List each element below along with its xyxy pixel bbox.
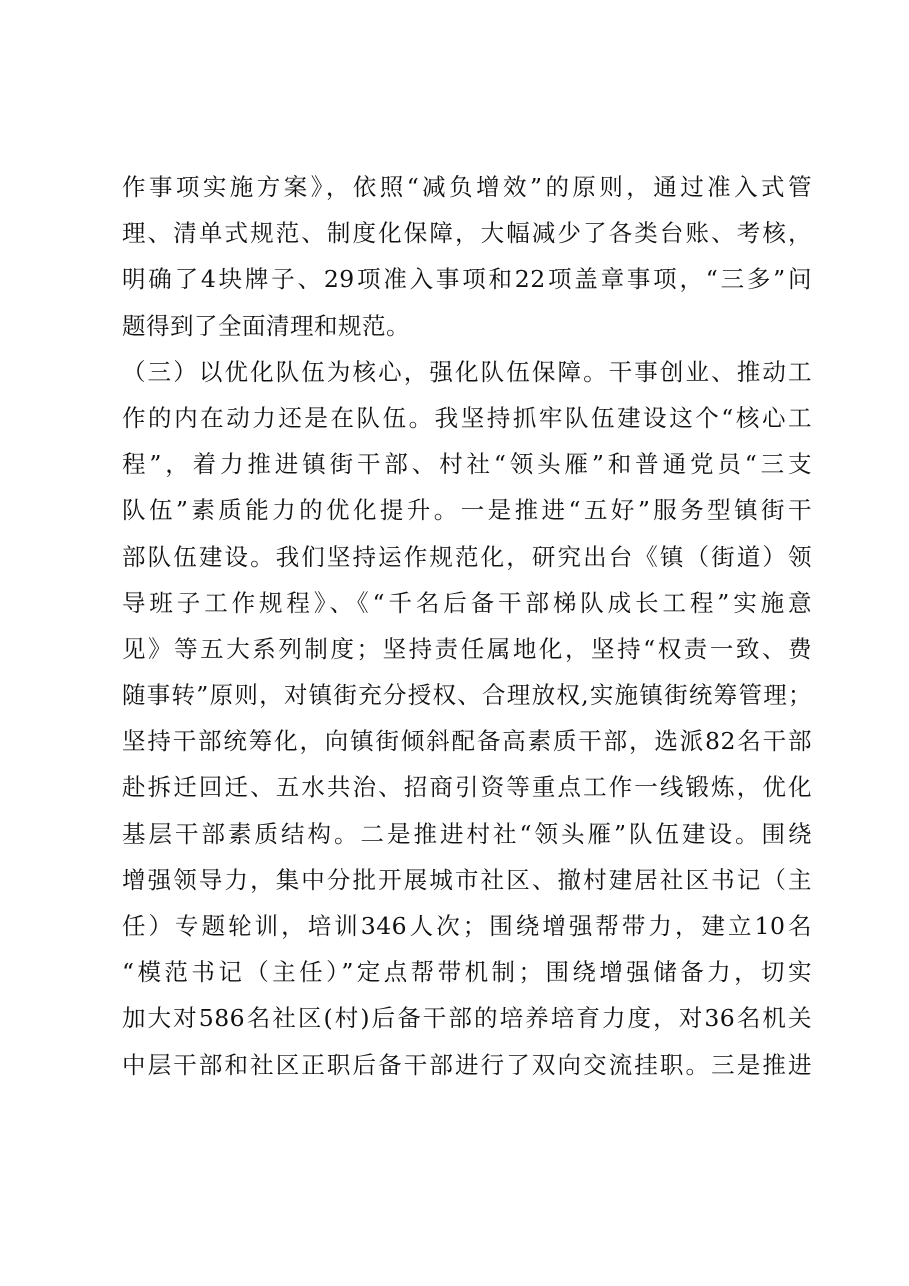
text-line-15: 基层干部素质结构。二是推进村社“领头雁”队伍建设。围绕 <box>122 819 812 848</box>
text-line-4: 题得到了全面清理和规范。 <box>122 311 410 340</box>
text-line-5: （三）以优化队伍为核心，强化队伍保障。干事创业、推动工 <box>122 357 812 386</box>
text-line-1: 作事项实施方案》，依照“减负增效”的原则，通过准入式管 <box>122 173 812 201</box>
text-line-10: 导班子工作规程》、《“千名后备干部梯队成长工程”实施意 <box>122 588 812 617</box>
text-line-18: “模范书记（主任）”定点帮带机制；围绕增强储备力，切实 <box>122 958 812 987</box>
text-line-11: 见》等五大系列制度；坚持责任属地化，坚持“权责一致、费 <box>122 634 812 663</box>
text-line-7: 程”，着力推进镇街干部、村社“领头雁”和普通党员“三支 <box>122 450 812 479</box>
text-line-6: 作的内在动力还是在队伍。我坚持抓牢队伍建设这个“核心工 <box>122 403 812 432</box>
text-line-3: 明确了4块牌子、29项准入事项和22项盖章事项，“三多”问 <box>122 265 812 294</box>
text-line-14: 赴拆迁回迁、五水共治、招商引资等重点工作一线锻炼，优化 <box>122 773 812 802</box>
text-line-9: 部队伍建设。我们坚持运作规范化，研究出台《镇（街道）领 <box>122 542 812 571</box>
text-line-2: 理、清单式规范、制度化保障，大幅减少了各类台账、考核， <box>122 219 812 248</box>
text-line-16: 增强领导力，集中分批开展城市社区、撤村建居社区书记（主 <box>122 865 812 894</box>
document-body <box>122 164 812 1088</box>
text-line-13: 坚持干部统筹化，向镇街倾斜配备高素质干部，选派82名干部 <box>122 727 812 756</box>
text-line-20: 中层干部和社区正职后备干部进行了双向交流挂职。三是推进 <box>122 1050 812 1079</box>
text-line-8: 队伍”素质能力的优化提升。一是推进“五好”服务型镇街干 <box>122 496 812 525</box>
text-line-19: 加大对586名社区(村)后备干部的培养培育力度，对36名机关 <box>122 1004 812 1033</box>
text-line-12: 随事转”原则，对镇街充分授权、合理放权,实施镇街统筹管理； <box>122 681 812 710</box>
text-line-17: 任）专题轮训，培训346人次；围绕增强帮带力，建立10名 <box>122 912 812 940</box>
